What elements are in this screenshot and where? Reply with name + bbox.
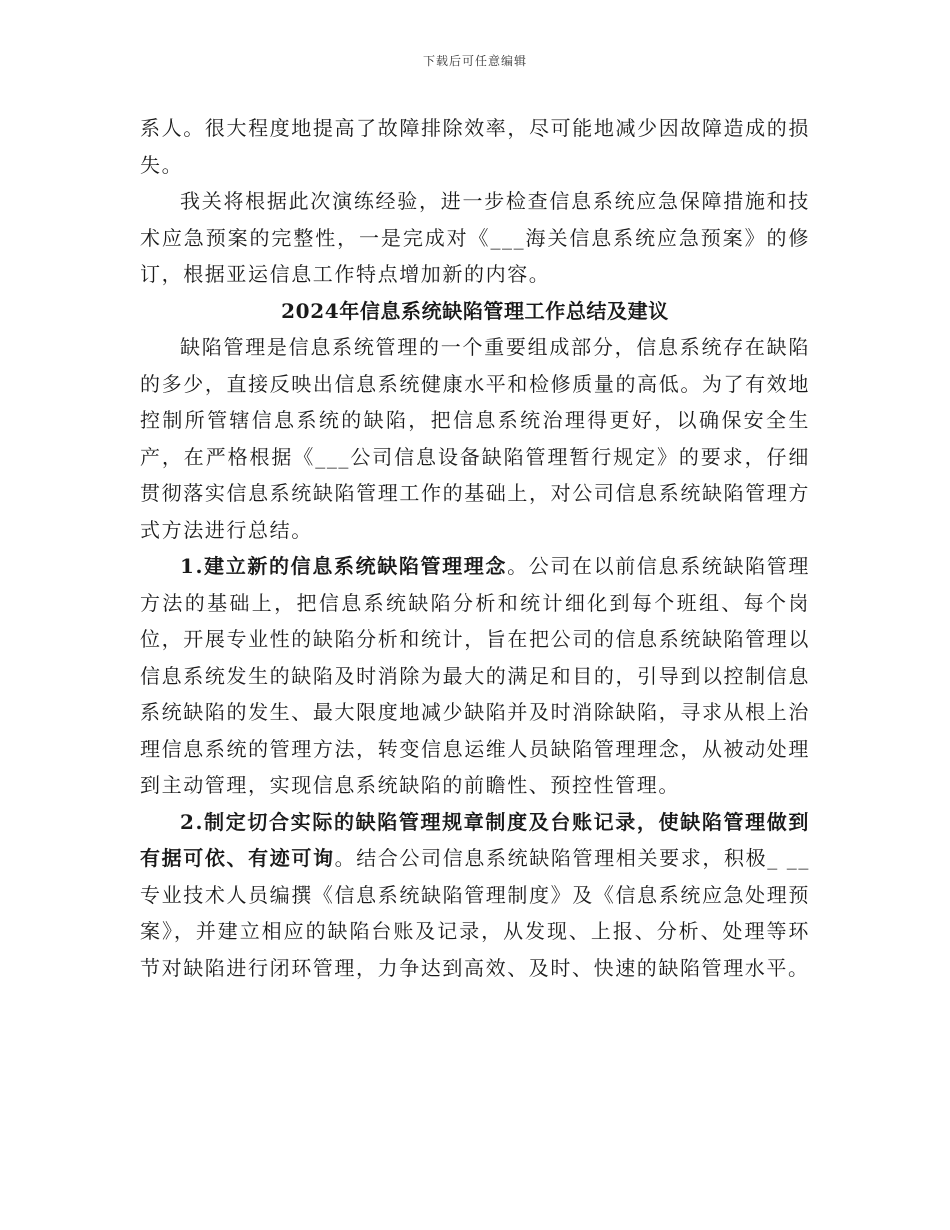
page-header: 下载后可任意编辑 (422, 54, 527, 68)
point-1-body: 。公司在以前信息系统缺陷管理方法的基础上，把信息系统缺陷分析和统计细化到每个班组、每个岗位，开展专业性的缺陷分析和统计，旨在把公司的信息系统缺陷管理以信息系统发生的缺陷及时消除为最大的满足和目的，引导到以控制信息系统缺陷的发生、最大限度地减少缺陷并及时消除缺陷，寻求从根上治理信息系统的管理方法，转变信息运维人员缺陷管理理念，从被动处理到主动管理，实现信息系统缺陷的前瞻性、预控性管理。 (140, 554, 810, 797)
paragraph-intro: 缺陷管理是信息系统管理的一个重要组成部分，信息系统存在缺陷的多少，直接反映出信息系统健康水平和检修质量的高低。为了有效地控制所管辖信息系统的缺陷，把信息系统治理得更好，以确保安全生产，在严格根据《___公司信息设备缺陷管理暂行规定》的要求，仔细贯彻落实信息系统缺陷管理工作的基础上，对公司信息系统缺陷管理方式方法进行总结。 (140, 335, 810, 542)
point-1-title: 1.建立新的信息系统缺陷管理理念 (180, 554, 508, 578)
point-2-body: 。结合公司信息系统缺陷管理相关要求，积极_ __专业技术人员编撰《信息系统缺陷管理制度》及《信息系统应急处理预案》，并建立相应的缺陷台账及记录，从发现、上报、分析、处理等环节对缺陷进行闭环管理，力争达到高效、及时、快速的缺陷管理水平。 (140, 846, 810, 980)
paragraph-point-1 (140, 548, 810, 804)
document-body (140, 110, 810, 986)
paragraph-drill-experience: 我关将根据此次演练经验，进一步检查信息系统应急保障措施和技术应急预案的完整性，一是完成对《___海关信息系统应急预案》的修订，根据亚运信息工作特点增加新的内容。 (140, 189, 810, 286)
section-title: 2024年信息系统缺陷管理工作总结及建议 (281, 298, 669, 323)
point-2-title: 2.制定切合实际的缺陷管理规章制度及台账记录，使缺陷管理做到有据可依、有迹可询 (140, 809, 810, 870)
paragraph-continuation: 系人。很大程度地提高了故障排除效率，尽可能地减少因故障造成的损失。 (140, 116, 810, 177)
paragraph-point-2 (140, 804, 810, 987)
